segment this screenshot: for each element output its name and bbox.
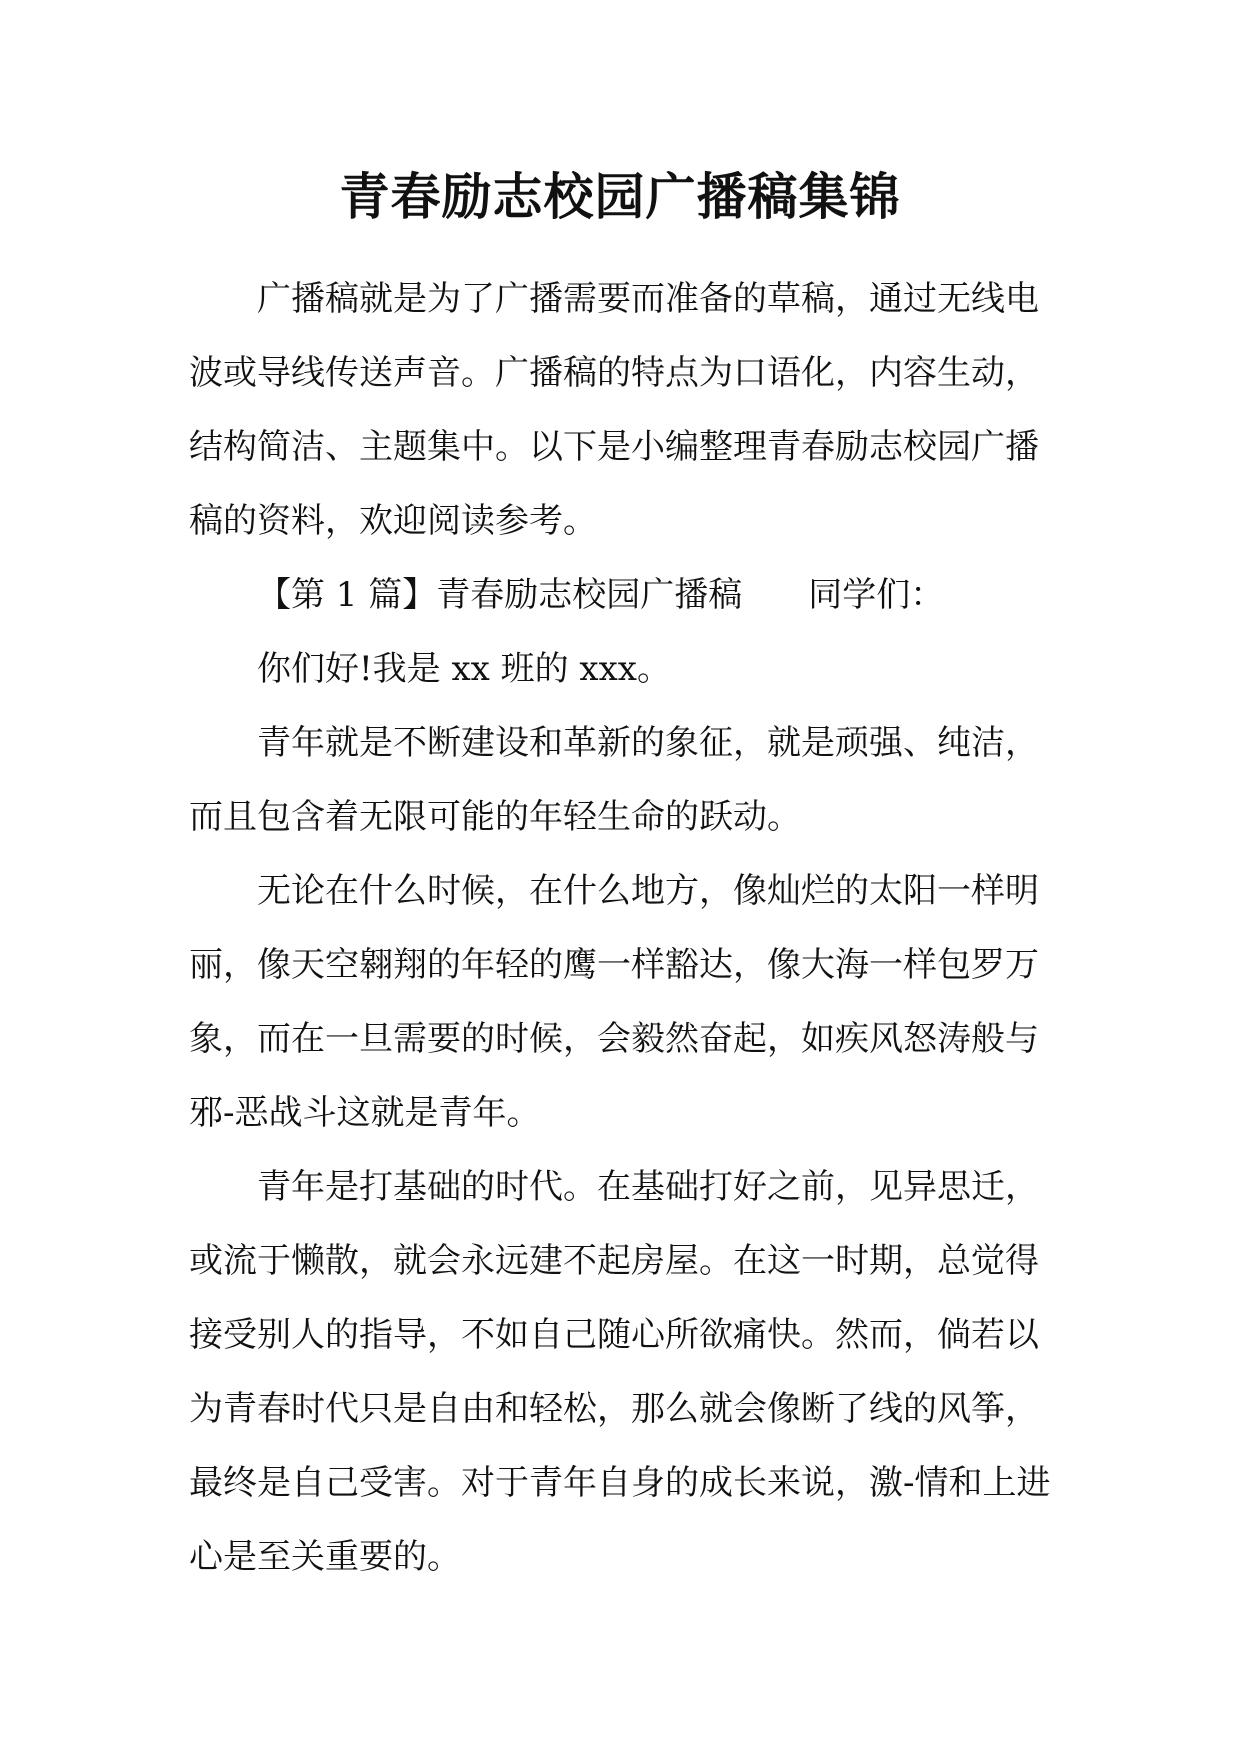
text-line: 心是至关重要的。 — [189, 1537, 461, 1577]
section-heading-line — [189, 558, 1059, 632]
document-title: 青春励志校园广播稿集锦 — [339, 168, 901, 226]
text-line: 象，而在一旦需要的时候，会毅然奋起，如疾风怒涛般与 — [189, 1019, 1039, 1059]
section-heading-paragraph — [189, 558, 1059, 632]
text-line: 邪-恶战斗这就是青年。 — [189, 1093, 541, 1133]
text-line: 青年就是不断建设和革新的象征，就是顽强、纯洁， — [257, 723, 1039, 763]
greeting-text: 同学们： — [808, 575, 945, 615]
text-line: 波或导线传送声音。广播稿的特点为口语化，内容生动， — [189, 353, 1039, 393]
text-line: 无论在什么时候，在什么地方，像灿烂的太阳一样明 — [257, 871, 1039, 911]
body-paragraph — [189, 632, 1059, 706]
text-line: 为青春时代只是自由和轻松，那么就会像断了线的风筝， — [189, 1389, 1039, 1429]
text-line: 青年是打基础的时代。在基础打好之前，见异思迁， — [257, 1167, 1039, 1207]
text-line: 或流于懒散，就会永远建不起房屋。在这一时期，总觉得 — [189, 1241, 1039, 1281]
text-line: 你们好!我是 xx 班的 xxx。 — [257, 649, 671, 689]
body-paragraph — [189, 706, 1059, 854]
body-paragraph — [189, 1150, 1059, 1594]
text-line: 广播稿就是为了广播需要而准备的草稿，通过无线电 — [257, 279, 1039, 319]
section-heading: 【第 1 篇】青春励志校园广播稿 — [257, 575, 743, 615]
text-line: 丽，像天空翱翔的年轻的鹰一样豁达，像大海一样包罗万 — [189, 945, 1039, 985]
document-body — [189, 262, 1059, 1594]
text-line: 结构简洁、主题集中。以下是小编整理青春励志校园广播 — [189, 427, 1039, 467]
body-paragraph — [189, 854, 1059, 1150]
text-line: 而且包含着无限可能的年轻生命的跃动。 — [189, 797, 801, 837]
text-line: 接受别人的指导，不如自己随心所欲痛快。然而，倘若以 — [189, 1315, 1039, 1355]
intro-paragraph — [189, 262, 1059, 558]
text-line: 最终是自己受害。对于青年自身的成长来说，激-情和上进 — [189, 1463, 1051, 1503]
text-line: 稿的资料，欢迎阅读参考。 — [189, 501, 597, 541]
